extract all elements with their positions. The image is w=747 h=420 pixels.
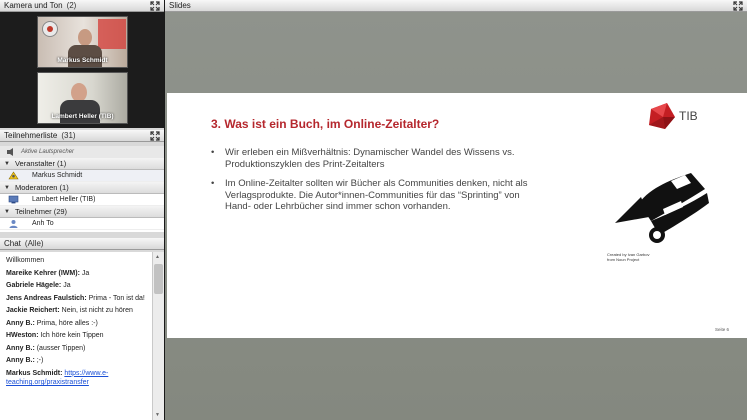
chat-message: Jackie Reichert: Nein, ist nicht zu hören (6, 307, 133, 314)
collapse-triangle-icon[interactable]: ▼ (4, 184, 10, 191)
group-label: Teilnehmer (29) (14, 207, 68, 216)
host-icon (8, 171, 19, 180)
slides-title: Slides (169, 1, 191, 10)
camera-area (0, 12, 164, 128)
participant-name: Markus Schmidt (32, 172, 83, 179)
group-label: Veranstalter (1) (14, 159, 67, 168)
slide-bullet: • Wir erleben ein Mißverhältnis: Dynamischer Wandel des Wissens vs. Produktionszyklen des Print-Zeitalters (211, 147, 515, 170)
participants-title: Teilnehmerliste (4, 131, 58, 140)
left-column (0, 0, 164, 420)
maximize-icon[interactable] (733, 1, 743, 11)
scroll-down-icon[interactable]: ▼ (155, 412, 160, 418)
video-tile-name: Markus Schmidt (57, 57, 108, 64)
group-hosts[interactable] (0, 158, 164, 170)
slide-bullet: • Im Online-Zeitalter sollten wir Bücher als Communities denken, nicht als Verlagsprodukte. Die Autor*innen-Communities für das “Sprinting” von Hand- oder Lehrbücher sind immer schon vorhanden. (211, 178, 528, 212)
scroll-thumb[interactable] (154, 264, 163, 294)
video-tile[interactable] (37, 72, 128, 124)
slides-pane (165, 0, 747, 420)
camera-count: (2) (66, 1, 77, 10)
chat-message: Gabriele Hägele: Ja (6, 282, 71, 289)
chat-scrollbar[interactable] (152, 252, 164, 420)
participants-count: (31) (61, 131, 76, 140)
slide-title: 3. Was ist ein Buch, im Online-Zeitalter? (211, 117, 440, 131)
participant-item[interactable] (0, 170, 164, 182)
book-illustration-icon (611, 173, 711, 245)
chat-message: Willkommen (6, 257, 45, 264)
chat-messages (0, 252, 152, 420)
group-participants[interactable] (0, 206, 164, 218)
slide (167, 93, 747, 338)
chat-message: Anny B.: (ausser Tippen) (6, 344, 86, 352)
presenter-icon (8, 195, 19, 204)
participant-item[interactable] (0, 194, 164, 206)
chat-title: Chat (4, 239, 21, 248)
maximize-icon[interactable] (150, 1, 160, 11)
microphone-icon (6, 148, 16, 156)
webcam-off-icon (42, 21, 58, 37)
active-speakers-bar (0, 146, 164, 158)
participant-name: Anh To (32, 220, 54, 227)
chat-scope: (Alle) (24, 239, 44, 248)
video-tile[interactable] (37, 16, 128, 68)
chat-message: Markus Schmidt: https://www.e-teaching.org/praxistransfer (6, 369, 109, 386)
maximize-icon[interactable] (150, 131, 160, 141)
slides-panel-header (165, 0, 747, 12)
collapse-triangle-icon[interactable]: ▼ (4, 160, 10, 167)
participant-name: Lambert Heller (TIB) (32, 196, 96, 203)
group-label: Moderatoren (1) (14, 183, 69, 192)
scroll-up-icon[interactable]: ▲ (155, 254, 160, 260)
chat-link[interactable]: https://www.e-teaching.org/praxistransfer (6, 369, 109, 386)
chat-message: Mareike Kehrer (IWM): Ja (6, 269, 90, 277)
participants-panel-header (0, 130, 164, 142)
active-speakers-label: Aktive Lautsprecher (21, 149, 75, 155)
tib-logo-text: TIB (679, 109, 698, 123)
group-presenters[interactable] (0, 182, 164, 194)
participant-list (0, 158, 164, 232)
participant-item[interactable] (0, 218, 164, 230)
chat-message: Anny B.: ;-) (6, 357, 44, 364)
slide-bullets (211, 147, 541, 221)
collapse-triangle-icon[interactable]: ▼ (4, 208, 10, 215)
chat-message: Jens Andreas Faulstich: Prima - Ton ist da! (6, 294, 145, 302)
video-tile-name: Lambert Heller (TIB) (51, 113, 114, 120)
participant-icon (8, 219, 19, 228)
slide-page-number: Seite 6 (714, 327, 729, 332)
camera-panel-header (0, 0, 164, 12)
chat-message: Anny B.: Prima, höre alles :-) (6, 319, 98, 327)
chat-panel-header (0, 238, 164, 250)
camera-panel-title: Kamera und Ton (4, 1, 63, 10)
chat-message: HWeston: Ich höre kein Tippen (6, 332, 104, 339)
image-credit: Created by Ivan Garbov from Noun Project (607, 252, 650, 262)
